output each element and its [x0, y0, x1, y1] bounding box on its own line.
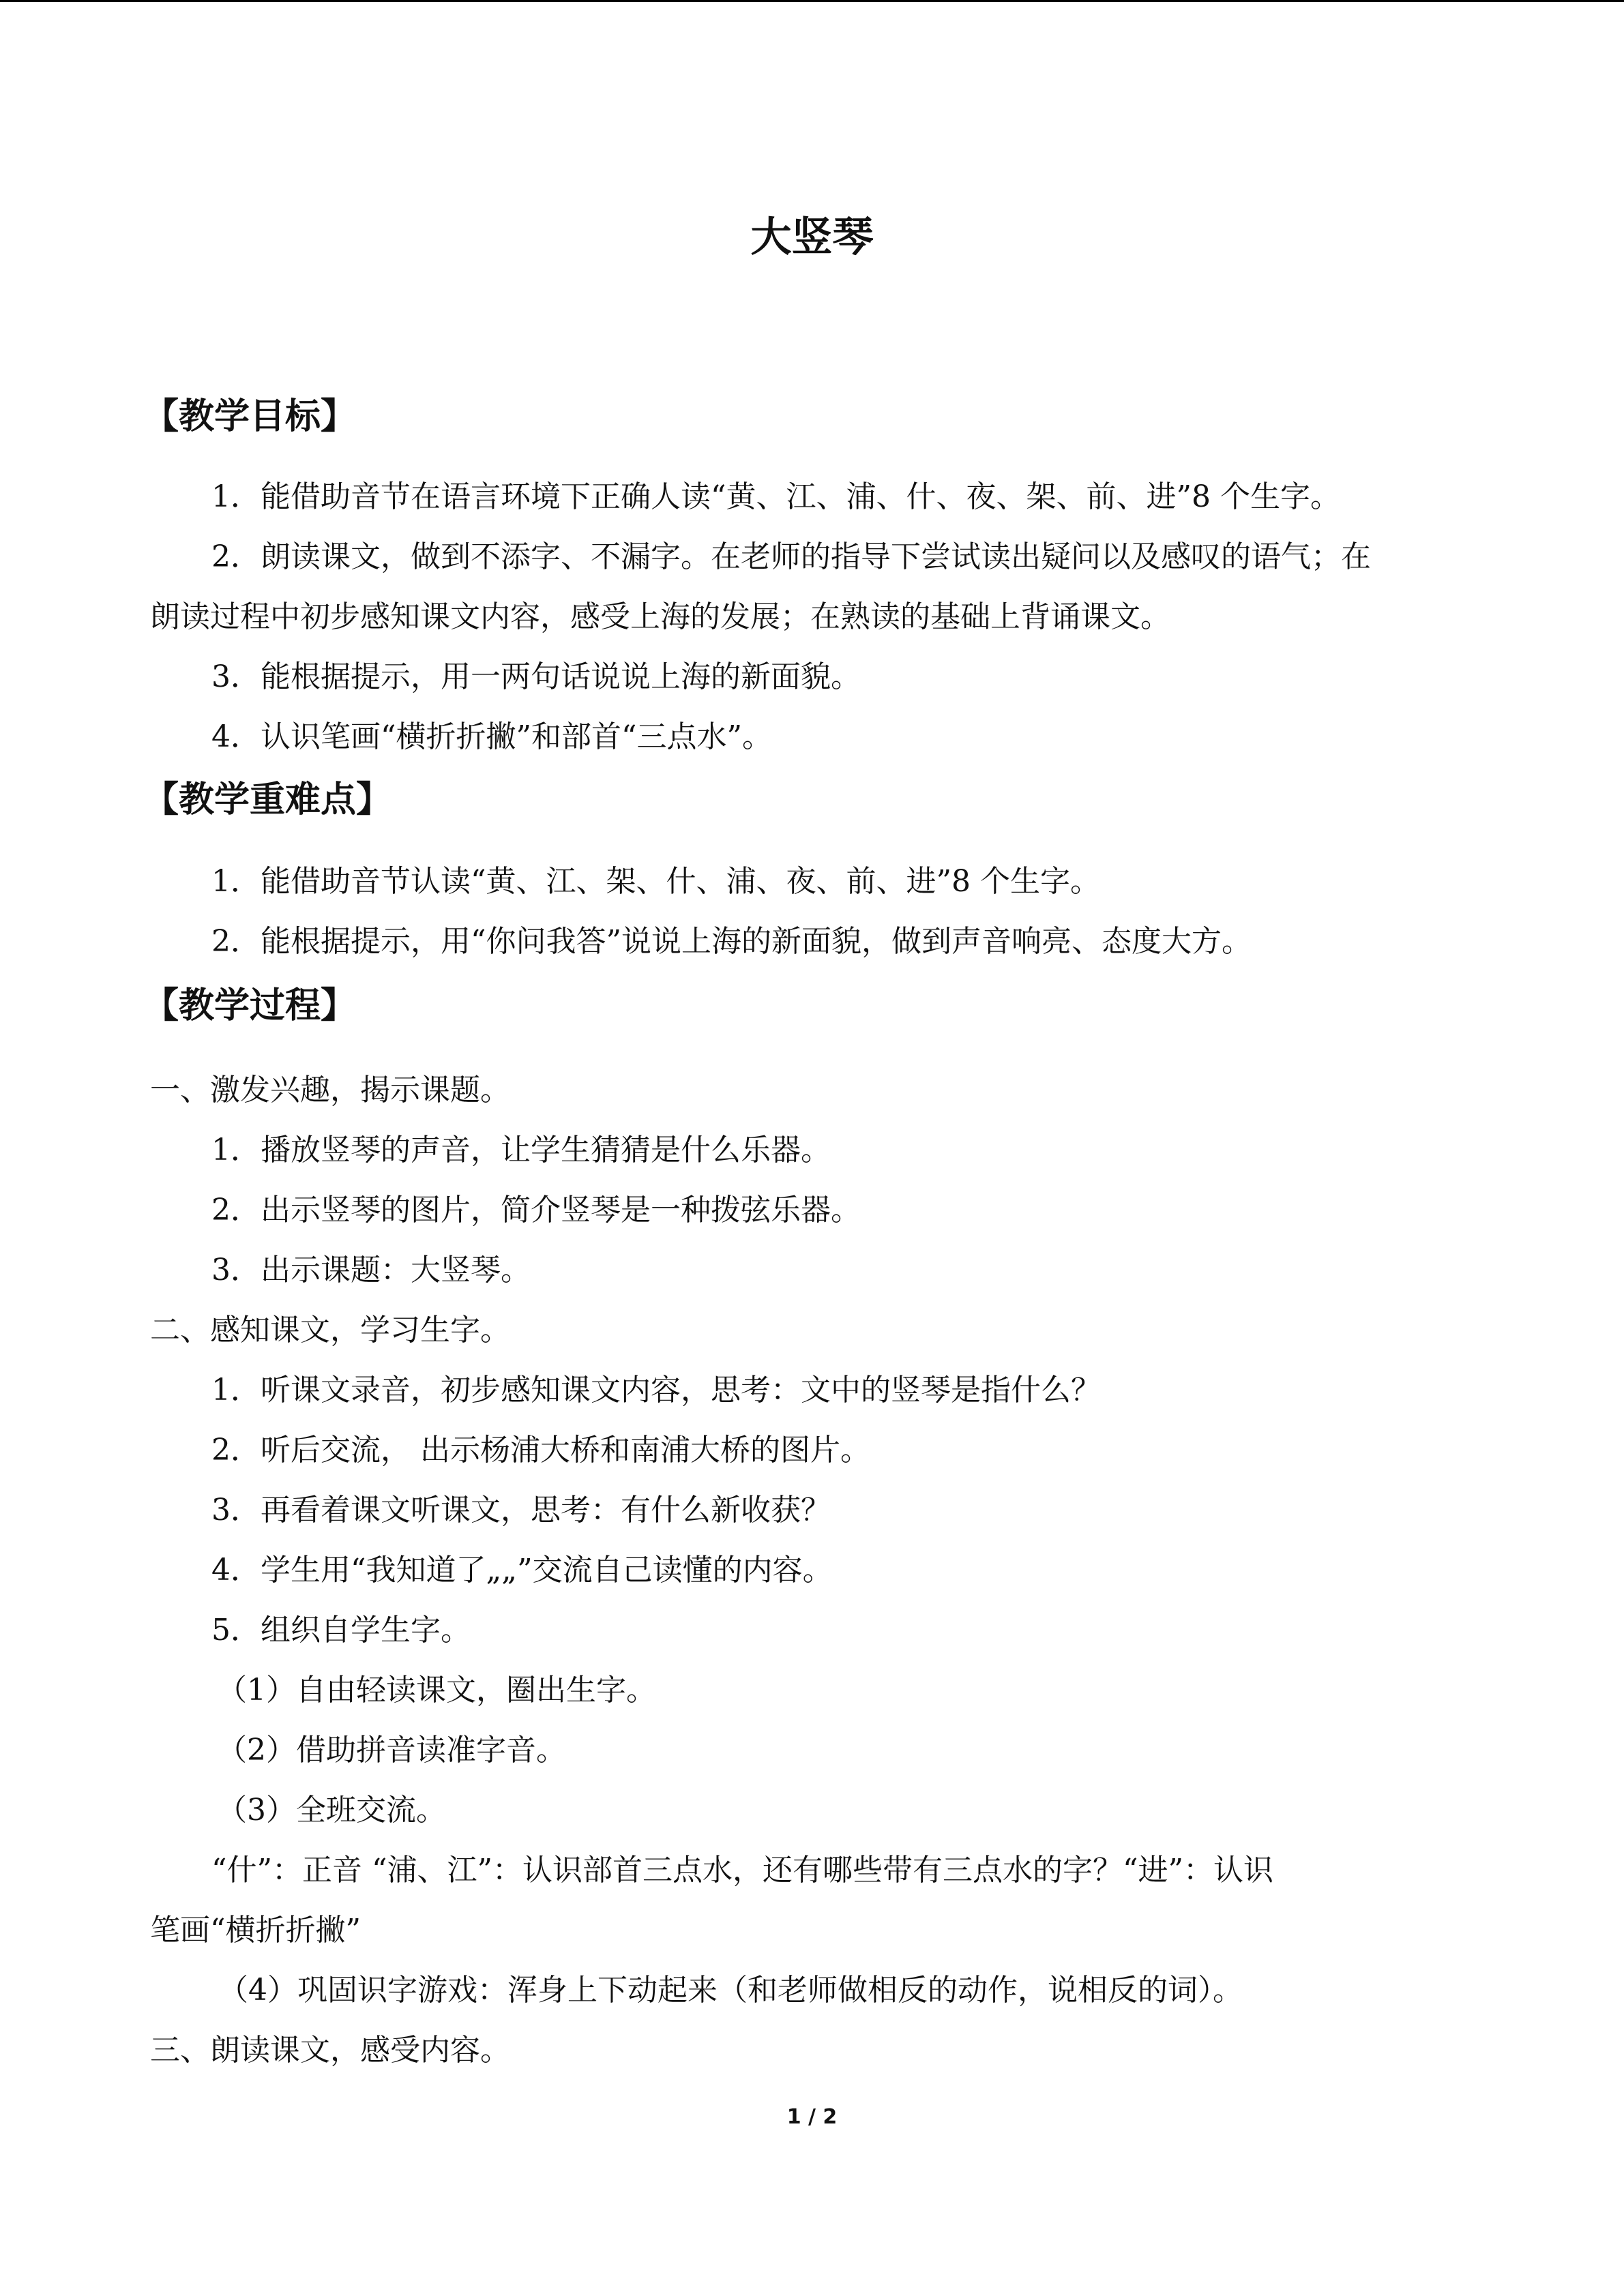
process-line: 4．学生用“我知道了„„”交流自己读懂的内容。: [211, 1553, 833, 1587]
process-line: 3．再看着课文听课文，思考：有什么新收获？: [211, 1493, 831, 1527]
process-step-3: 三、朗读课文，感受内容。: [150, 2033, 510, 2068]
process-line: 3．出示课题：大竖琴。: [211, 1253, 531, 1287]
process-line-cont: 笔画“横折折撇”: [150, 1913, 361, 1948]
key-point-line-1: 1．能借助音节认读“黄、江、架、什、浦、夜、前、进”8 个生字。: [211, 864, 1100, 899]
section-heading-objectives: 【教学目标】: [143, 396, 357, 437]
process-line: 1．听课文录音，初步感知课文内容，思考：文中的竖琴是指什么？: [211, 1373, 1101, 1407]
process-subline: （2）借助拼音读准字音。: [217, 1733, 566, 1768]
process-line: 2．出示竖琴的图片，简介竖琴是一种拨弦乐器。: [211, 1193, 861, 1227]
section-heading-key-points: 【教学重难点】: [143, 779, 392, 820]
section-heading-process: 【教学过程】: [143, 985, 357, 1026]
process-line: 5．组织自学生字。: [211, 1613, 471, 1648]
page-title: 大竖琴: [750, 213, 874, 261]
process-subline: （1）自由轻读课文，圈出生字。: [217, 1673, 656, 1708]
key-point-line-2: 2．能根据提示，用“你问我答”说说上海的新面貌，做到声音响亮、态度大方。: [211, 924, 1252, 959]
process-subline: （4）巩固识字游戏：浑身上下动起来（和老师做相反的动作，说相反的词）。: [218, 1973, 1243, 2008]
process-line: 1．播放竖琴的声音，让学生猜猜是什么乐器。: [211, 1133, 831, 1167]
objective-line-1: 1．能借助音节在语言环境下正确人读“黄、江、浦、什、夜、架、前、进”8 个生字。: [211, 479, 1340, 514]
process-step-1: 一、激发兴趣，揭示课题。: [150, 1073, 510, 1107]
process-subline: （3）全班交流。: [217, 1793, 446, 1828]
process-line: 2．听后交流， 出示杨浦大桥和南浦大桥的图片。: [211, 1433, 870, 1467]
objective-line-3: 3．能根据提示，用一两句话说说上海的新面貌。: [211, 659, 861, 694]
objective-line-4: 4．认识笔画“横折折撇”和部首“三点水”。: [211, 719, 772, 754]
page-number: 1 / 2: [786, 2105, 838, 2129]
process-line: “什”：正音 “浦、江”：认识部首三点水，还有哪些带有三点水的字？“进”：认识: [211, 1853, 1273, 1888]
process-step-2: 二、感知课文，学习生字。: [150, 1313, 510, 1347]
objective-line-2-cont: 朗读过程中初步感知课文内容，感受上海的发展；在熟读的基础上背诵课文。: [150, 599, 1170, 634]
objective-line-2: 2．朗读课文，做到不添字、不漏字。在老师的指导下尝试读出疑问以及感叹的语气；在: [211, 539, 1371, 574]
